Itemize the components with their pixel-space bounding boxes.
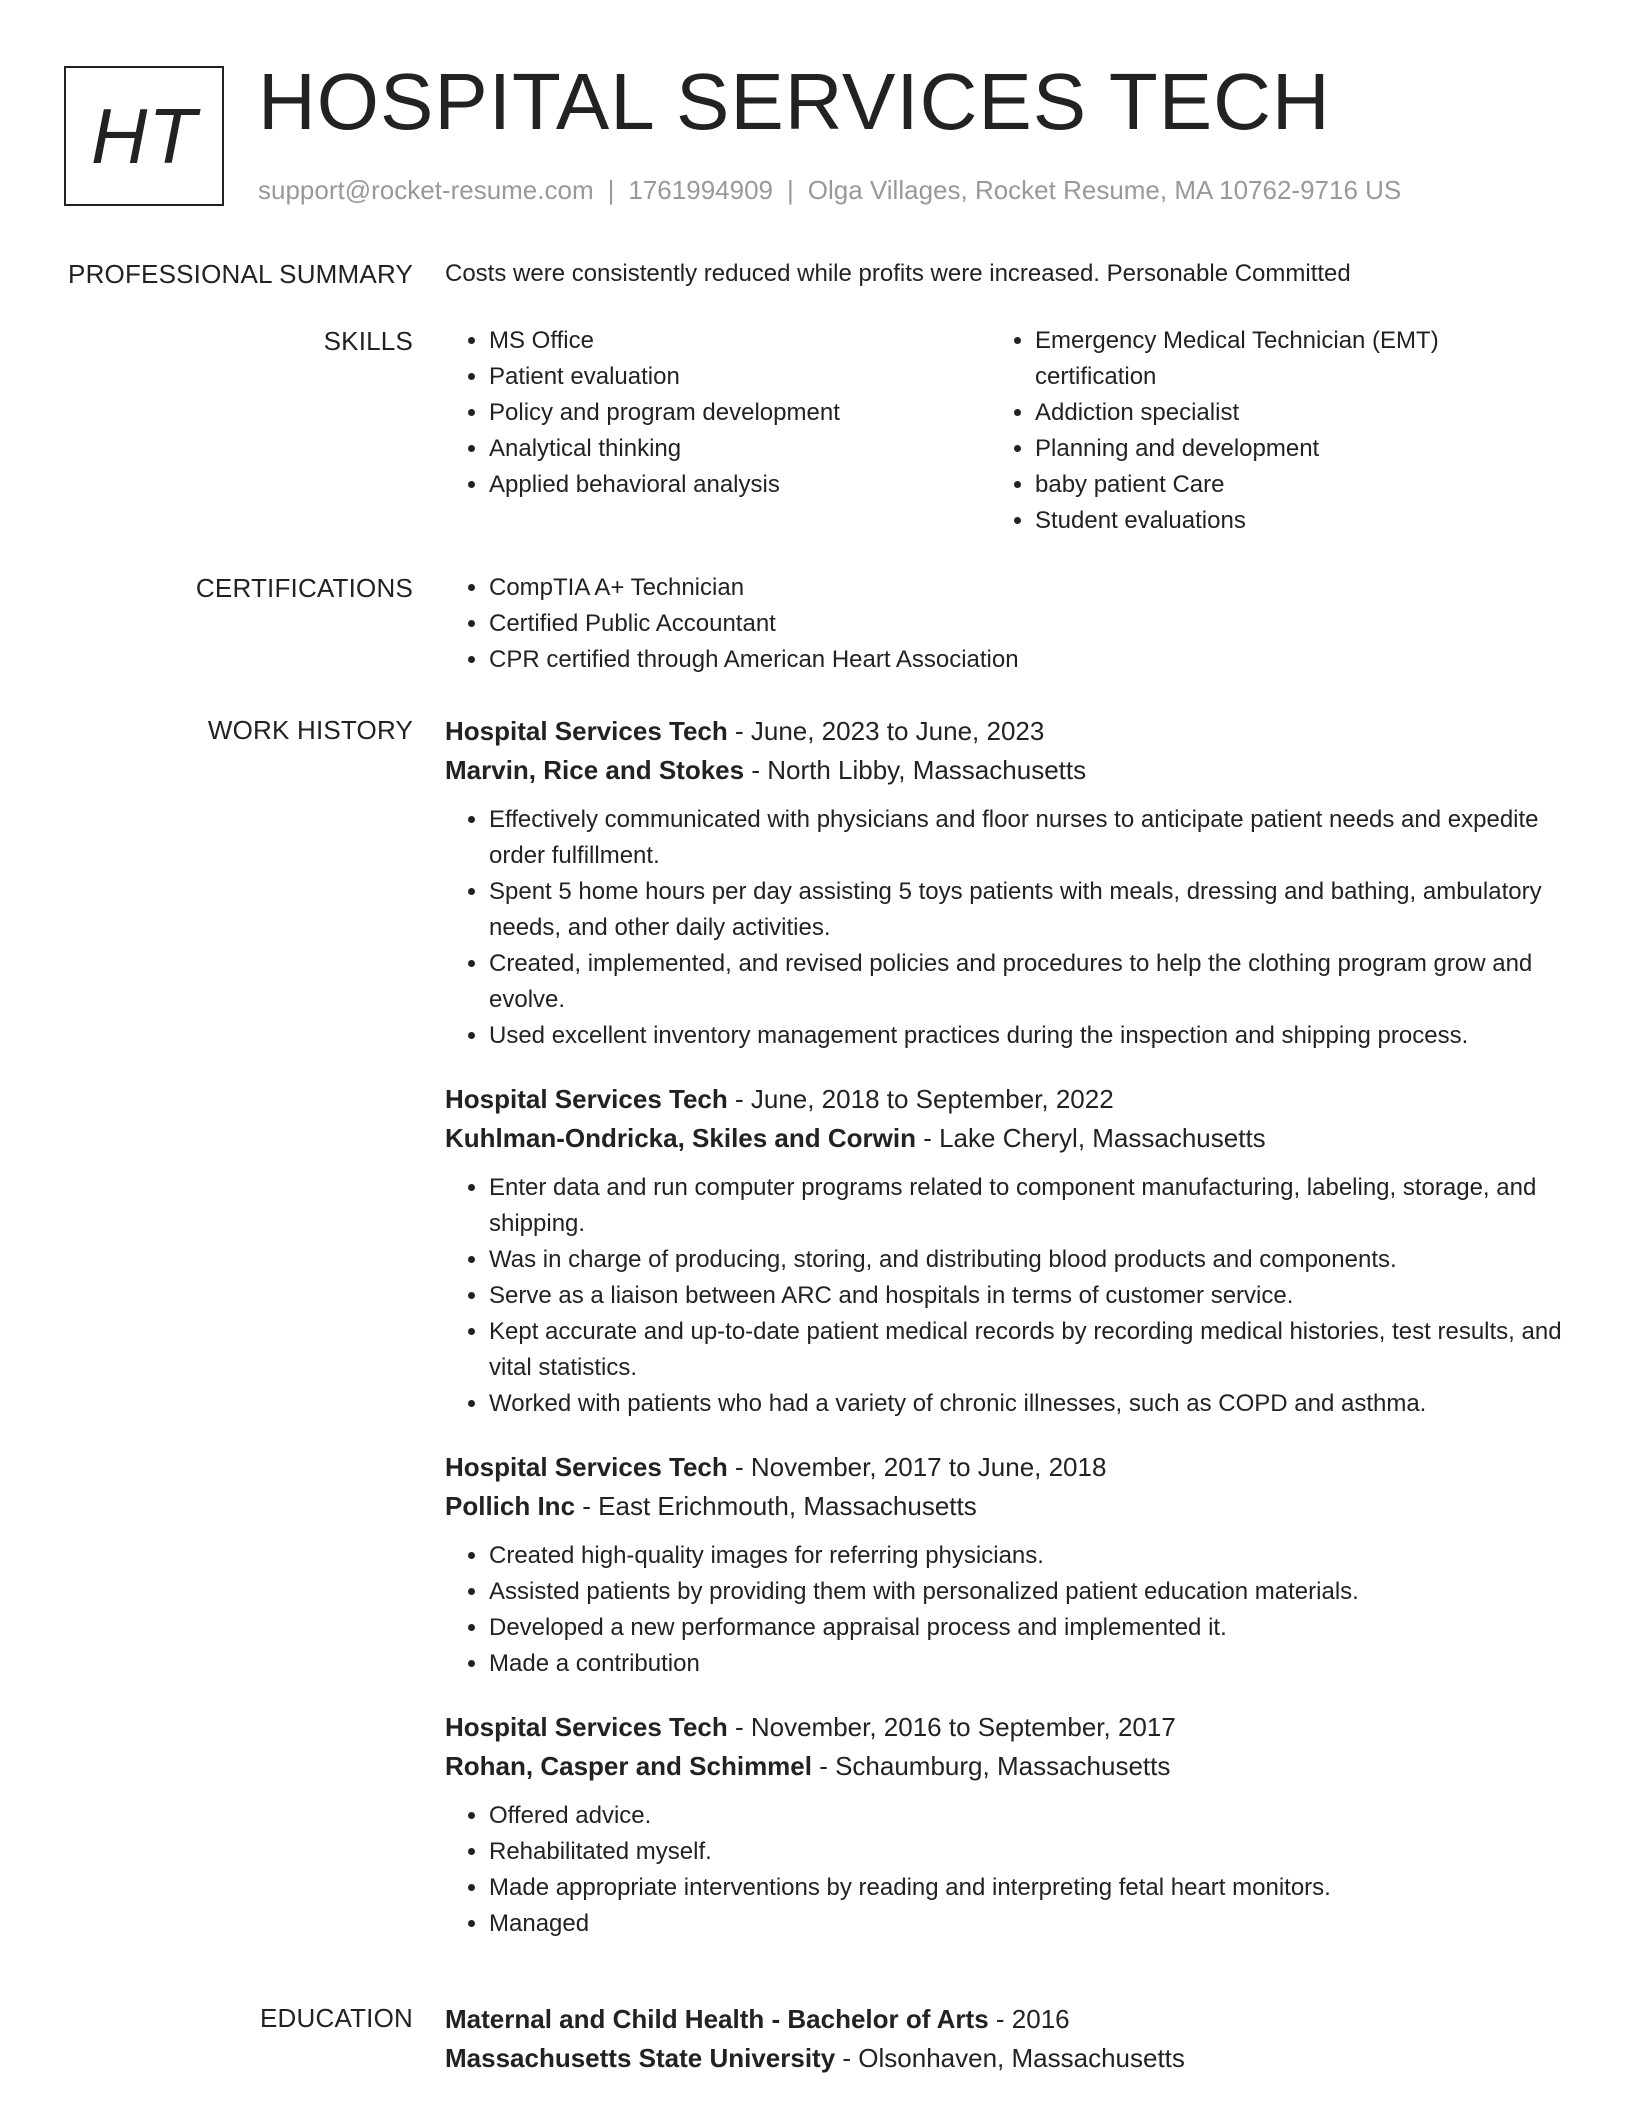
contact-line	[258, 174, 1401, 206]
job-title: Hospital Services Tech	[445, 716, 728, 746]
skills-columns	[445, 323, 1565, 539]
job-title: Hospital Services Tech	[445, 1452, 728, 1482]
contact-phone: 1761994909	[628, 175, 773, 205]
skill-item: • baby patient Care	[1035, 467, 1551, 503]
job-heading	[445, 1080, 1565, 1119]
job-company: Kuhlman-Ondricka, Skiles and Corwin	[445, 1123, 916, 1153]
certifications-label: CERTIFICATIONS	[195, 573, 413, 603]
job-dates: - November, 2016 to September, 2017	[727, 1712, 1176, 1742]
job-bullet: • Worked with patients who had a variety of chronic illnesses, such as COPD and asthma.	[489, 1386, 1565, 1422]
skill-item: • Emergency Medical Technician (EMT) certification	[1035, 323, 1551, 395]
education-institution	[445, 2039, 1565, 2078]
job-bullet: • Enter data and run computer programs related to component manufacturing, labeling, storage, and shipping.	[489, 1170, 1565, 1242]
education-school: Massachusetts State University	[445, 2043, 836, 2073]
job-heading	[445, 1708, 1565, 1747]
contact-separator: |	[787, 175, 794, 205]
job-bullet: • Was in charge of producing, storing, and distributing blood products and components.	[489, 1242, 1565, 1278]
skill-item: • Policy and program development	[489, 395, 991, 431]
job-employer	[445, 1747, 1565, 1786]
job-bullet: • Effectively communicated with physicians and floor nurses to anticipate patient needs and expedite order fulfillment.	[489, 802, 1565, 874]
job-location: - East Erichmouth, Massachusetts	[575, 1491, 977, 1521]
job-bullet: • Managed	[489, 1906, 1565, 1942]
job-bullet: • Made appropriate interventions by reading and interpreting fetal heart monitors.	[489, 1870, 1565, 1906]
skills-list-left	[445, 323, 991, 539]
skill-item: • Analytical thinking	[489, 431, 991, 467]
contact-separator: |	[607, 175, 615, 205]
skills-label: SKILLS	[323, 326, 413, 356]
contact-address: Olga Villages, Rocket Resume, MA 10762-9716 US	[807, 175, 1402, 205]
skill-item: • MS Office	[489, 323, 991, 359]
education-heading	[445, 2000, 1565, 2039]
job-employer	[445, 1119, 1565, 1158]
job-entry	[445, 1708, 1565, 1942]
job-bullet: • Created high-quality images for referring physicians.	[489, 1538, 1565, 1574]
certification-item: • Certified Public Accountant	[489, 606, 1565, 642]
job-bullets	[445, 1538, 1565, 1682]
skill-item: • Patient evaluation	[489, 359, 991, 395]
job-bullet: • Made a contribution	[489, 1646, 1565, 1682]
skill-item: • Student evaluations	[1035, 503, 1551, 539]
education-degree: Maternal and Child Health - Bachelor of Arts	[445, 2004, 989, 2034]
job-bullet: • Created, implemented, and revised policies and procedures to help the clothing program grow and evolve.	[489, 946, 1565, 1018]
job-bullet: • Offered advice.	[489, 1798, 1565, 1834]
education-location: - Olsonhaven, Massachusetts	[835, 2043, 1185, 2073]
job-bullets	[445, 1798, 1565, 1942]
job-employer	[445, 751, 1565, 790]
job-dates: - June, 2023 to June, 2023	[727, 716, 1045, 746]
job-bullet: • Developed a new performance appraisal process and implemented it.	[489, 1610, 1565, 1646]
skill-item: • Planning and development	[1035, 431, 1551, 467]
job-bullet: • Rehabilitated myself.	[489, 1834, 1565, 1870]
job-title: Hospital Services Tech	[445, 1712, 728, 1742]
job-entry	[445, 1448, 1565, 1682]
monogram-logo	[64, 66, 224, 206]
certification-item: • CompTIA A+ Technician	[489, 570, 1565, 606]
work-history-label: WORK HISTORY	[207, 715, 413, 745]
job-bullet: • Spent 5 home hours per day assisting 5 toys patients with meals, dressing and bathing, ambulatory needs, and other daily activities.	[489, 874, 1565, 946]
summary-label: PROFESSIONAL SUMMARY	[68, 259, 413, 289]
job-location: - Schaumburg, Massachusetts	[811, 1751, 1171, 1781]
job-company: Marvin, Rice and Stokes	[445, 755, 745, 785]
skill-item: • Addiction specialist	[1035, 395, 1551, 431]
job-bullets	[445, 802, 1565, 1054]
job-entry	[445, 712, 1565, 1054]
job-bullets	[445, 1170, 1565, 1422]
job-location: - North Libby, Massachusetts	[744, 755, 1087, 785]
job-location: - Lake Cheryl, Massachusetts	[915, 1123, 1266, 1153]
resume-name: HOSPITAL SERVICES TECH	[258, 57, 1331, 146]
work-history-content	[445, 712, 1565, 1968]
skills-list-right	[991, 323, 1551, 539]
monogram-initials: HT	[91, 92, 197, 180]
certifications-content	[445, 570, 1565, 678]
skill-item: • Applied behavioral analysis	[489, 467, 991, 503]
job-bullet: • Kept accurate and up-to-date patient medical records by recording medical histories, test results, and vital statistics.	[489, 1314, 1565, 1386]
job-heading	[445, 712, 1565, 751]
education-label: EDUCATION	[260, 2003, 413, 2033]
job-title: Hospital Services Tech	[445, 1084, 728, 1114]
job-dates: - June, 2018 to September, 2022	[727, 1084, 1114, 1114]
job-employer	[445, 1487, 1565, 1526]
job-bullet: • Used excellent inventory management practices during the inspection and shipping process.	[489, 1018, 1565, 1054]
contact-email: support@rocket-resume.com	[258, 175, 594, 205]
job-company: Rohan, Casper and Schimmel	[445, 1751, 812, 1781]
summary-text: Costs were consistently reduced while profits were increased. Personable Committed	[445, 260, 1351, 287]
job-dates: - November, 2017 to June, 2018	[727, 1452, 1107, 1482]
education-year: - 2016	[988, 2004, 1070, 2034]
certifications-list	[445, 570, 1565, 678]
job-bullet: • Assisted patients by providing them with personalized patient education materials.	[489, 1574, 1565, 1610]
education-content	[445, 2000, 1565, 2078]
job-entry	[445, 1080, 1565, 1422]
certification-item: • CPR certified through American Heart Association	[489, 642, 1565, 678]
job-company: Pollich Inc	[445, 1491, 576, 1521]
job-heading	[445, 1448, 1565, 1487]
job-bullet: • Serve as a liaison between ARC and hospitals in terms of customer service.	[489, 1278, 1565, 1314]
